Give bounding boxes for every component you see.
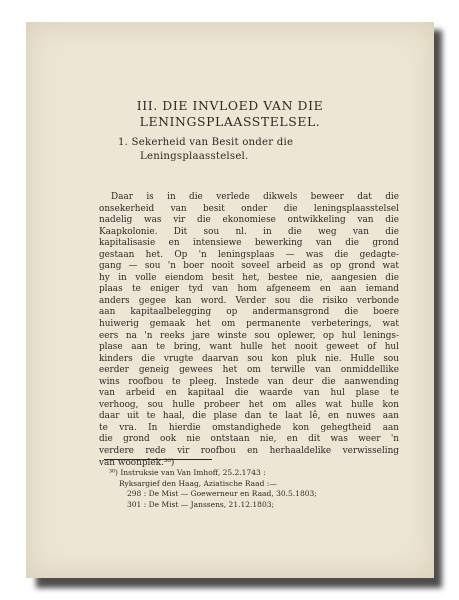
paragraph-line: eers na 'n reeks jare winste sou oplewer, op hul lenings-	[99, 330, 399, 341]
paragraph-line: van woonplek.³⁰)	[99, 457, 175, 468]
body-paragraph	[99, 192, 399, 469]
paragraph-line: Kaapkolonie. Dit sou nl. in die weg van die	[99, 226, 399, 237]
paragraph-line: Daar is in die verlede dikwels beweer dat die	[111, 192, 399, 202]
paragraph-line: gestaan het. Op 'n leningsplaas — was die gedagte-	[99, 249, 399, 260]
paragraph-line: nadelig was vir die ekonomiese ontwikkeling van die	[99, 215, 399, 226]
paragraph-line: die grond ook nie ontstaan nie, en dit was weer 'n	[99, 434, 399, 445]
paragraph-line: wins roofbou te pleeg. Instede van deur die aanwending	[99, 376, 399, 387]
document-page	[26, 22, 434, 578]
footnote-divider	[104, 459, 212, 460]
chapter-title-line: LENINGSPLAASSTELSEL.	[139, 114, 321, 129]
footnote-line: 298 : De Mist — Goewerneur en Raad, 30.5.1803;	[127, 489, 317, 498]
paragraph-line: verdere rede vir roofbou en herhaaldelike verwisseling	[99, 446, 399, 457]
paragraph-line: te vra. In hierdie omstandighede kon gehegtheid aan	[99, 422, 399, 433]
paragraph-line: verhoog, sou hulle probeer het om alles wat hulle kon	[99, 399, 399, 410]
section-title-line: Leningsplaasstelsel.	[140, 151, 249, 162]
paragraph-line: kinders die vrugte daarvan sou kon pluk nie. Hulle sou	[99, 353, 399, 364]
paragraph-line: gang — sou 'n boer nooit soveel arbeid as op grond wat	[99, 261, 399, 272]
paragraph-line: aan kapitaalbelegging op andermansgrond die boere	[99, 307, 399, 318]
paragraph-line: van arbeid en kapitaal die waarde van hul plase te	[99, 388, 399, 399]
paragraph-line: eerder geneig gewees het om terwille van onmiddellike	[99, 365, 399, 376]
footnote-line: 301 : De Mist — Janssens, 21.12.1803;	[127, 499, 275, 509]
paragraph-line: daar uit te haal, die plase dan te laat lê, en nuwes aan	[99, 411, 399, 422]
section-title-line: 1. Sekerheid van Besit onder die	[118, 137, 294, 148]
footnote	[109, 468, 399, 510]
paragraph-line: kapitalisasie en intensiewe bewerking van die grond	[99, 238, 399, 249]
footnote-line: Ryksargief den Haag, Aziatische Raad :—	[119, 478, 277, 488]
paragraph-line: huiwerig gemaak het om permanente verbeterings, wat	[99, 319, 399, 330]
chapter-title-line: III. DIE INVLOED VAN DIE	[136, 98, 324, 113]
paragraph-line: hy in volle eiendom besit het, bestee nie, aangesien die	[99, 272, 399, 283]
paragraph-line: onsekerheid van besit onder die leningsplaasstelsel	[99, 203, 399, 214]
paragraph-line: plase aan te bring, want hulle het nooit geweet of hul	[99, 342, 399, 353]
chapter-title	[26, 98, 434, 130]
paragraph-line: plaas te eniger tyd van hom afgeneem en aan iemand	[99, 284, 399, 295]
section-title	[118, 136, 293, 164]
footnote-line: ³⁰) Instruksie van Van Imhoff, 25.2.1743 :	[109, 468, 266, 477]
paragraph-line: anders gegee kan word. Verder sou die risiko verbonde	[99, 295, 399, 306]
